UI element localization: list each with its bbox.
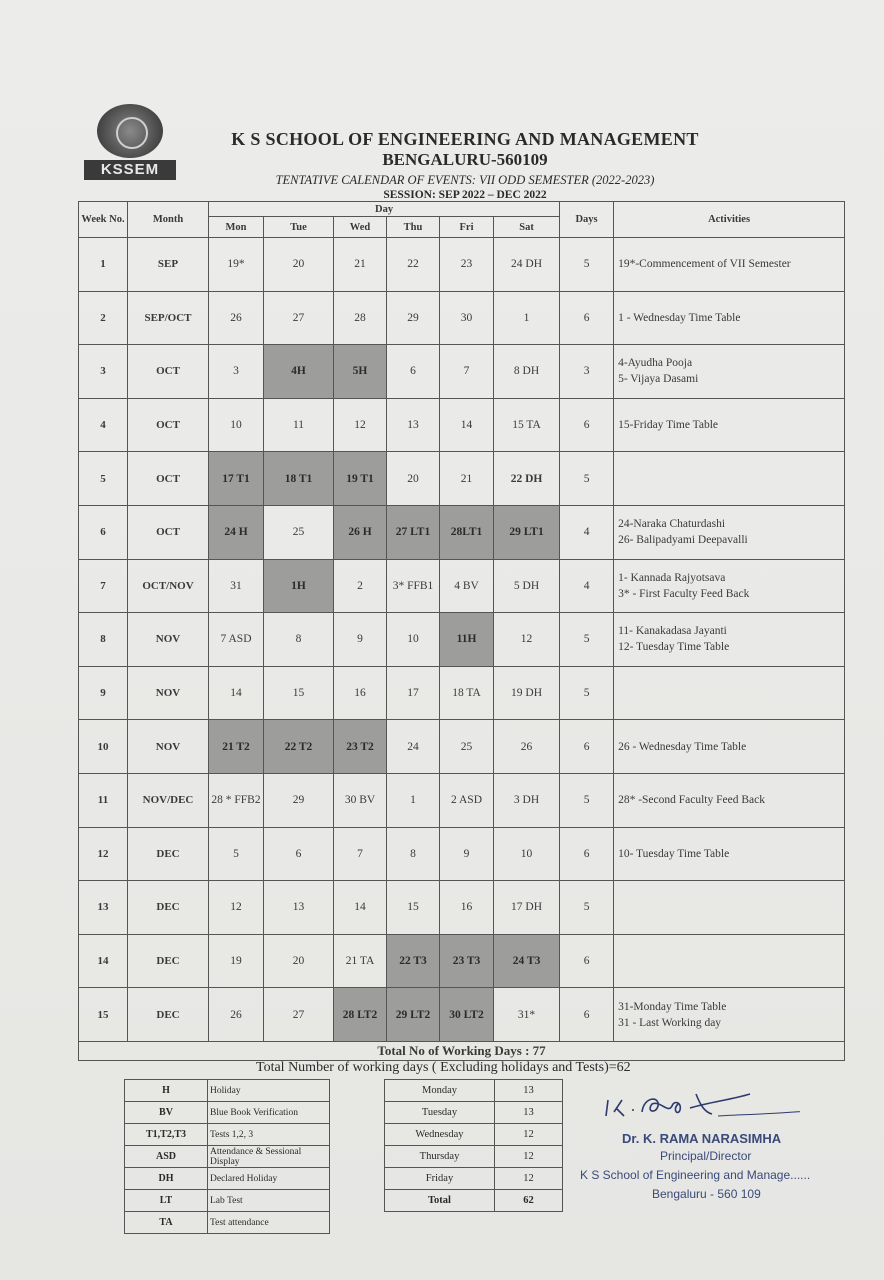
day-cell-thu: 3* FFB1: [387, 559, 440, 613]
working-days-count: 4: [560, 505, 614, 559]
week-month: NOV: [128, 720, 209, 774]
week-number: 15: [79, 988, 128, 1042]
day-cell-mon: 5: [209, 827, 264, 881]
header-activities: Activities: [614, 202, 845, 238]
week-number: 1: [79, 238, 128, 292]
week-number: 10: [79, 720, 128, 774]
activity-line: 1- Kannada Rajyotsava: [618, 571, 726, 584]
day-cell-tue: 27: [264, 291, 334, 345]
activity-line: 28* -Second Faculty Feed Back: [618, 794, 765, 807]
week-month: OCT: [128, 505, 209, 559]
day-cell-tue: 20: [264, 238, 334, 292]
signature-scribble: [600, 1084, 800, 1124]
day-cell-tue: 27: [264, 988, 334, 1042]
day-cell-fri: 28LT1: [440, 505, 494, 559]
day-cell-wed: 19 T1: [334, 452, 387, 506]
week-month: OCT: [128, 345, 209, 399]
day-cell-wed: 7: [334, 827, 387, 881]
working-days-count: 5: [560, 773, 614, 827]
calendar-subtitle: TENTATIVE CALENDAR OF EVENTS: VII ODD SEMESTER (2022-2023): [275, 173, 655, 187]
day-cell-fri: 30: [440, 291, 494, 345]
week-month: DEC: [128, 827, 209, 881]
day-cell-mon: 19: [209, 934, 264, 988]
day-cell-mon: 10: [209, 398, 264, 452]
day-cell-fri: 9: [440, 827, 494, 881]
day-count-row: [385, 1168, 563, 1190]
activities-cell: [614, 773, 845, 827]
week-number: 5: [79, 452, 128, 506]
day-cell-thu: 29 LT2: [387, 988, 440, 1042]
weekday-count: 13: [495, 1102, 563, 1124]
college-logo: [84, 104, 178, 182]
legend-value: Tests 1,2, 3: [208, 1124, 330, 1146]
weekday-count: 12: [495, 1124, 563, 1146]
day-cell-sat: 10: [494, 827, 560, 881]
day-count-total-row: [385, 1190, 563, 1212]
weekday-name: Tuesday: [385, 1102, 495, 1124]
activity-line: 12- Tuesday Time Table: [618, 641, 730, 654]
day-cell-fri: 16: [440, 881, 494, 935]
day-cell-wed: 2: [334, 559, 387, 613]
week-month: DEC: [128, 881, 209, 935]
day-cell-tue: 11: [264, 398, 334, 452]
legend-key: H: [125, 1080, 208, 1102]
activity-line: 10- Tuesday Time Table: [618, 847, 730, 860]
day-cell-sat: 15 TA: [494, 398, 560, 452]
total-label: Total: [385, 1190, 495, 1212]
day-cell-sat: 12: [494, 613, 560, 667]
week-row: [79, 666, 845, 720]
week-row: [79, 559, 845, 613]
day-cell-wed: 21: [334, 238, 387, 292]
day-cell-wed: 5H: [334, 345, 387, 399]
working-days-count: 5: [560, 666, 614, 720]
day-cell-fri: 7: [440, 345, 494, 399]
day-cell-thu: 22 T3: [387, 934, 440, 988]
activity-line: 5- Vijaya Dasami: [618, 373, 699, 386]
week-number: 13: [79, 881, 128, 935]
activities-cell: [614, 398, 845, 452]
day-cell-mon: 21 T2: [209, 720, 264, 774]
stamp-city: Bengaluru - 560 109: [652, 1187, 761, 1201]
day-cell-thu: 20: [387, 452, 440, 506]
activity-line: 1 - Wednesday Time Table: [618, 311, 741, 324]
activity-line: 26- Balipadyami Deepavalli: [618, 534, 748, 547]
week-month: DEC: [128, 934, 209, 988]
day-count-row: [385, 1146, 563, 1168]
activity-line: 11- Kanakadasa Jayanti: [618, 625, 727, 638]
logo-wordmark: KSSEM: [84, 160, 176, 180]
working-days-count: 6: [560, 720, 614, 774]
day-cell-thu: 27 LT1: [387, 505, 440, 559]
header-week-no: Week No.: [79, 202, 128, 238]
week-row: [79, 291, 845, 345]
working-days-count: 3: [560, 345, 614, 399]
activity-line: 31-Monday Time Table: [618, 1000, 727, 1013]
activities-cell: [614, 881, 845, 935]
week-row: [79, 613, 845, 667]
week-row: [79, 988, 845, 1042]
excluding-holidays-note: Total Number of working days ( Excluding holidays and Tests)=62: [256, 1060, 631, 1075]
day-cell-tue: 15: [264, 666, 334, 720]
header-fri: Fri: [440, 217, 494, 238]
working-days-count: 6: [560, 291, 614, 345]
day-cell-sat: 31*: [494, 988, 560, 1042]
day-cell-fri: 2 ASD: [440, 773, 494, 827]
working-days-count: 6: [560, 934, 614, 988]
header-mon: Mon: [209, 217, 264, 238]
day-cell-mon: 3: [209, 345, 264, 399]
week-month: DEC: [128, 988, 209, 1042]
activities-cell: [614, 613, 845, 667]
weekday-count: 12: [495, 1168, 563, 1190]
week-row: [79, 881, 845, 935]
week-row: [79, 934, 845, 988]
day-cell-mon: 28 * FFB2: [209, 773, 264, 827]
week-row: [79, 720, 845, 774]
day-cell-sat: 19 DH: [494, 666, 560, 720]
week-month: SEP: [128, 238, 209, 292]
day-cell-sat: 5 DH: [494, 559, 560, 613]
day-cell-wed: 28: [334, 291, 387, 345]
day-cell-thu: 6: [387, 345, 440, 399]
day-cell-mon: 31: [209, 559, 264, 613]
weekday-count: 12: [495, 1146, 563, 1168]
day-cell-thu: 22: [387, 238, 440, 292]
day-cell-fri: 4 BV: [440, 559, 494, 613]
weekday-count: 13: [495, 1080, 563, 1102]
day-cell-tue: 13: [264, 881, 334, 935]
week-number: 14: [79, 934, 128, 988]
week-row: [79, 345, 845, 399]
activities-cell: [614, 238, 845, 292]
day-cell-thu: 29: [387, 291, 440, 345]
week-month: NOV: [128, 666, 209, 720]
stamp-institution: K S School of Engineering and Manage......: [580, 1168, 811, 1182]
week-month: OCT: [128, 398, 209, 452]
week-row: [79, 827, 845, 881]
week-number: 3: [79, 345, 128, 399]
day-cell-mon: 26: [209, 988, 264, 1042]
day-cell-fri: 14: [440, 398, 494, 452]
working-days-count: 5: [560, 238, 614, 292]
legend-row: [125, 1190, 330, 1212]
day-cell-fri: 25: [440, 720, 494, 774]
header-sat: Sat: [494, 217, 560, 238]
legend-row: [125, 1212, 330, 1234]
day-cell-mon: 12: [209, 881, 264, 935]
header-tue: Tue: [264, 217, 334, 238]
week-number: 8: [79, 613, 128, 667]
day-cell-tue: 1H: [264, 559, 334, 613]
week-month: OCT: [128, 452, 209, 506]
working-days-count: 6: [560, 827, 614, 881]
legend-table: [124, 1079, 330, 1234]
legend-row: [125, 1080, 330, 1102]
day-cell-mon: 24 H: [209, 505, 264, 559]
principal-name: Dr. K. RAMA NARASIMHA: [622, 1131, 782, 1146]
legend-row: [125, 1102, 330, 1124]
total-working-days: Total No of Working Days : 77: [79, 1041, 845, 1060]
institution-city: BENGALURU-560109: [382, 150, 548, 169]
week-month: SEP/OCT: [128, 291, 209, 345]
day-cell-fri: 18 TA: [440, 666, 494, 720]
legend-key: BV: [125, 1102, 208, 1124]
day-cell-tue: 25: [264, 505, 334, 559]
day-cell-sat: 26: [494, 720, 560, 774]
activity-line: 19*-Commencement of VII Semester: [618, 258, 791, 271]
principal-role: Principal/Director: [660, 1149, 752, 1163]
activity-line: 24-Naraka Chaturdashi: [618, 518, 726, 531]
day-count-row: [385, 1080, 563, 1102]
day-cell-wed: 16: [334, 666, 387, 720]
weekday-name: Friday: [385, 1168, 495, 1190]
legend-value: Attendance & Sessional Display: [208, 1146, 330, 1168]
activities-cell: [614, 291, 845, 345]
week-month: NOV: [128, 613, 209, 667]
day-cell-mon: 17 T1: [209, 452, 264, 506]
day-cell-sat: 1: [494, 291, 560, 345]
day-cell-tue: 18 T1: [264, 452, 334, 506]
week-row: [79, 398, 845, 452]
day-count-table: [384, 1079, 563, 1212]
activities-cell: [614, 452, 845, 506]
day-cell-tue: 22 T2: [264, 720, 334, 774]
day-cell-thu: 24: [387, 720, 440, 774]
activities-cell: [614, 988, 845, 1042]
session-line: SESSION: SEP 2022 – DEC 2022: [383, 189, 547, 201]
day-cell-mon: 7 ASD: [209, 613, 264, 667]
activities-cell: [614, 827, 845, 881]
legend-key: TA: [125, 1212, 208, 1234]
week-row: [79, 452, 845, 506]
day-cell-thu: 13: [387, 398, 440, 452]
weekday-name: Thursday: [385, 1146, 495, 1168]
activities-cell: [614, 720, 845, 774]
day-cell-tue: 8: [264, 613, 334, 667]
week-row: [79, 773, 845, 827]
day-cell-thu: 15: [387, 881, 440, 935]
day-cell-wed: 14: [334, 881, 387, 935]
legend-key: LT: [125, 1190, 208, 1212]
header-day: Day: [209, 202, 560, 217]
legend-value: Blue Book Verification: [208, 1102, 330, 1124]
activity-line: 3* - First Faculty Feed Back: [618, 587, 750, 600]
day-cell-sat: 24 T3: [494, 934, 560, 988]
day-cell-thu: 17: [387, 666, 440, 720]
working-days-count: 5: [560, 881, 614, 935]
institution-title: K S SCHOOL OF ENGINEERING AND MANAGEMENT: [231, 129, 699, 149]
week-month: NOV/DEC: [128, 773, 209, 827]
emblem-icon: [97, 104, 163, 158]
weekday-name: Wednesday: [385, 1124, 495, 1146]
day-cell-sat: 24 DH: [494, 238, 560, 292]
legend-key: ASD: [125, 1146, 208, 1168]
activities-cell: [614, 559, 845, 613]
header-wed: Wed: [334, 217, 387, 238]
day-cell-tue: 29: [264, 773, 334, 827]
legend-key: DH: [125, 1168, 208, 1190]
legend-key: T1,T2,T3: [125, 1124, 208, 1146]
legend-value: Test attendance: [208, 1212, 330, 1234]
activities-cell: [614, 345, 845, 399]
header-month: Month: [128, 202, 209, 238]
legend-value: Declared Holiday: [208, 1168, 330, 1190]
day-cell-sat: 22 DH: [494, 452, 560, 506]
week-row: [79, 238, 845, 292]
day-cell-wed: 30 BV: [334, 773, 387, 827]
day-cell-tue: 4H: [264, 345, 334, 399]
week-number: 9: [79, 666, 128, 720]
activity-line: 4-Ayudha Pooja: [618, 357, 693, 370]
week-number: 2: [79, 291, 128, 345]
activity-line: 31 - Last Working day: [618, 1016, 722, 1029]
day-cell-wed: 9: [334, 613, 387, 667]
week-number: 7: [79, 559, 128, 613]
day-cell-tue: 20: [264, 934, 334, 988]
day-cell-sat: 3 DH: [494, 773, 560, 827]
week-number: 12: [79, 827, 128, 881]
day-cell-mon: 19*: [209, 238, 264, 292]
working-days-count: 5: [560, 613, 614, 667]
activities-cell: [614, 505, 845, 559]
header-days-count: Days: [560, 202, 614, 238]
week-number: 11: [79, 773, 128, 827]
calendar-table: [78, 201, 845, 1061]
day-count-row: [385, 1102, 563, 1124]
day-cell-wed: 12: [334, 398, 387, 452]
legend-value: Lab Test: [208, 1190, 330, 1212]
working-days-count: 4: [560, 559, 614, 613]
total-count: 62: [495, 1190, 563, 1212]
week-number: 4: [79, 398, 128, 452]
day-cell-thu: 1: [387, 773, 440, 827]
activities-cell: [614, 666, 845, 720]
day-cell-fri: 21: [440, 452, 494, 506]
activities-cell: [614, 934, 845, 988]
legend-row: [125, 1168, 330, 1190]
legend-value: Holiday: [208, 1080, 330, 1102]
day-cell-mon: 14: [209, 666, 264, 720]
day-count-row: [385, 1124, 563, 1146]
legend-row: [125, 1124, 330, 1146]
day-cell-fri: 23: [440, 238, 494, 292]
day-cell-thu: 10: [387, 613, 440, 667]
legend-row: [125, 1146, 330, 1168]
day-cell-sat: 29 LT1: [494, 505, 560, 559]
day-cell-wed: 23 T2: [334, 720, 387, 774]
week-month: OCT/NOV: [128, 559, 209, 613]
week-row: [79, 505, 845, 559]
day-cell-sat: 17 DH: [494, 881, 560, 935]
day-cell-fri: 11H: [440, 613, 494, 667]
activity-line: 15-Friday Time Table: [618, 419, 718, 432]
working-days-count: 6: [560, 398, 614, 452]
working-days-count: 6: [560, 988, 614, 1042]
day-cell-fri: 23 T3: [440, 934, 494, 988]
week-number: 6: [79, 505, 128, 559]
weekday-name: Monday: [385, 1080, 495, 1102]
day-cell-wed: 21 TA: [334, 934, 387, 988]
day-cell-wed: 28 LT2: [334, 988, 387, 1042]
day-cell-wed: 26 H: [334, 505, 387, 559]
day-cell-thu: 8: [387, 827, 440, 881]
day-cell-sat: 8 DH: [494, 345, 560, 399]
day-cell-fri: 30 LT2: [440, 988, 494, 1042]
header-thu: Thu: [387, 217, 440, 238]
working-days-count: 5: [560, 452, 614, 506]
activity-line: 26 - Wednesday Time Table: [618, 740, 747, 753]
day-cell-tue: 6: [264, 827, 334, 881]
day-cell-mon: 26: [209, 291, 264, 345]
